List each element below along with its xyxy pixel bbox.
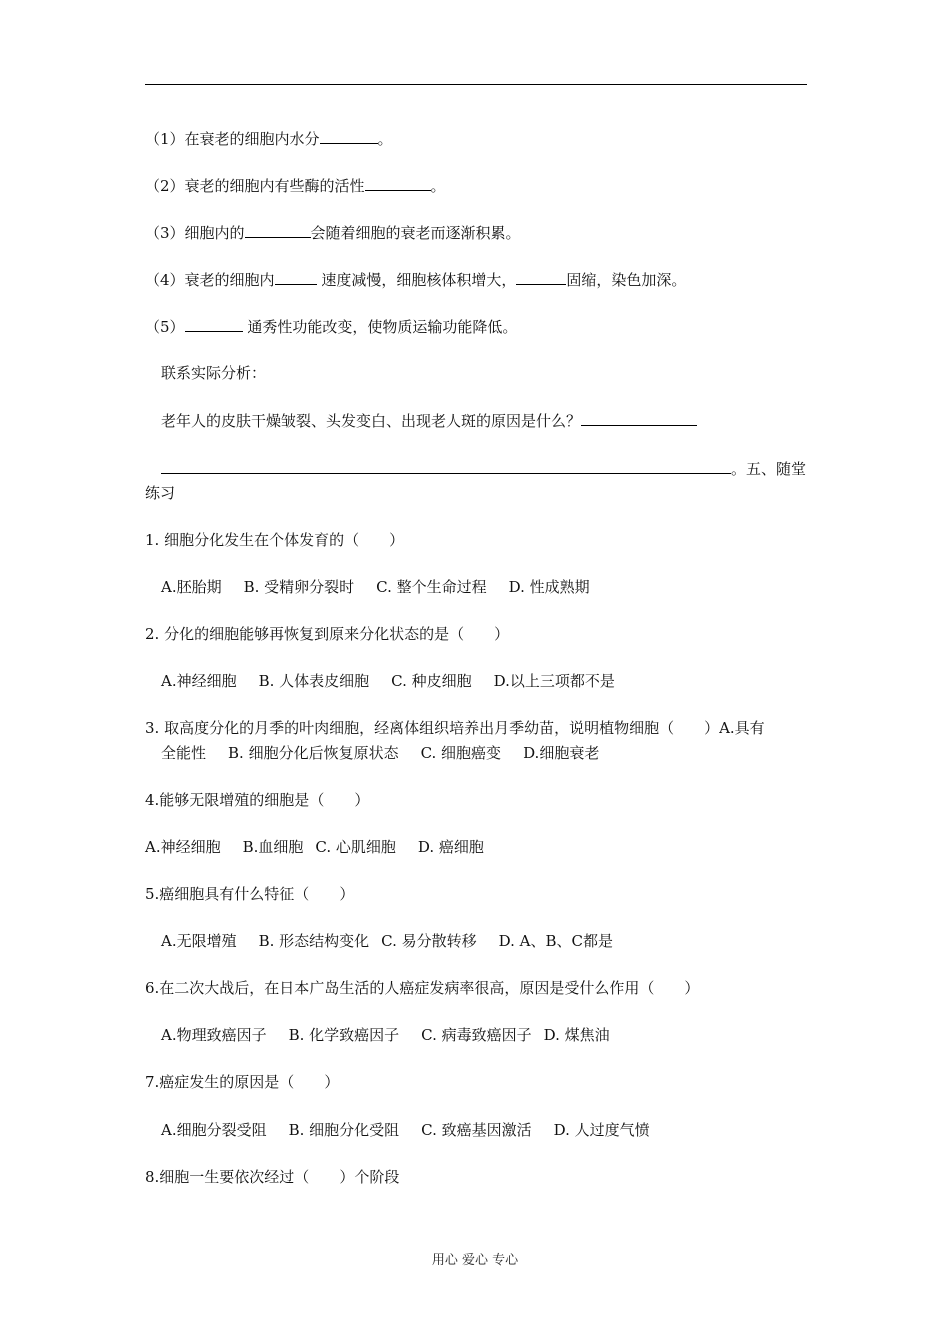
option[interactable]: B. 形态结构变化 [258, 932, 370, 950]
fill-text: （5） [145, 318, 185, 336]
fill-question-2 [145, 175, 446, 196]
question-options [161, 931, 613, 951]
answer-blank[interactable] [161, 458, 731, 474]
option[interactable]: B.血细胞 [242, 838, 304, 856]
answer-blank[interactable] [245, 222, 311, 238]
question-stem: 6.在二次大战后，在日本广岛生活的人癌症发病率很高，原因是受什么作用（ ） [145, 979, 700, 997]
option[interactable]: D. 癌细胞 [417, 838, 484, 856]
option[interactable]: A.胚胎期 [161, 578, 222, 596]
question-stem: 8.细胞一生要依次经过（ ）个阶段 [145, 1168, 400, 1186]
option[interactable]: B. 细胞分化受阻 [288, 1121, 400, 1139]
question-stem: 3. 取高度分化的月季的叶肉细胞，经离体组织培养出月季幼苗，说明植物细胞（ ）A.具有 [145, 719, 765, 737]
option[interactable]: A.无限增殖 [161, 932, 237, 950]
fill-question-4 [145, 269, 686, 290]
fill-text: （2）衰老的细胞内有些酶的活性 [145, 177, 365, 195]
fill-text: 通秀性功能改变，使物质运输功能降低。 [242, 318, 518, 336]
question-options [145, 837, 484, 857]
answer-blank[interactable] [320, 128, 378, 144]
question-stem: 7.癌症发生的原因是（ ） [145, 1073, 340, 1091]
analysis-answer-line [161, 458, 806, 479]
answer-blank[interactable] [516, 269, 566, 285]
option[interactable]: D.以上三项都不是 [493, 672, 615, 690]
page-footer: 用心 爱心 专心 [431, 1253, 519, 1268]
analysis-question-text: 老年人的皮肤干燥皱裂、头发变白、出现老人斑的原因是什么？ [161, 412, 582, 430]
option[interactable]: C. 致癌基因激活 [421, 1121, 532, 1139]
fill-text: 速度减慢，细胞核体积增大， [316, 271, 517, 289]
fill-question-3 [145, 222, 521, 243]
option[interactable]: C. 心肌细胞 [315, 838, 396, 856]
fill-text: （1）在衰老的细胞内水分 [145, 130, 320, 148]
fill-text: 会随着细胞的衰老而逐渐积累。 [310, 224, 521, 242]
option[interactable]: A.神经细胞 [161, 672, 237, 690]
fill-question-1 [145, 128, 393, 149]
option[interactable]: C. 整个生命过程 [376, 578, 487, 596]
option[interactable]: D. A、B、C都是 [498, 932, 614, 950]
option[interactable]: B. 化学致癌因子 [288, 1026, 400, 1044]
question-options [161, 743, 599, 763]
option[interactable]: C. 种皮细胞 [391, 672, 472, 690]
fill-text: 。 [377, 130, 393, 148]
option[interactable]: B. 受精卵分裂时 [243, 578, 355, 596]
answer-blank[interactable] [185, 316, 243, 332]
answer-blank[interactable] [581, 410, 697, 426]
option[interactable]: C. 细胞癌变 [420, 744, 502, 762]
question-stem: 2. 分化的细胞能够再恢复到原来分化状态的是（ ） [145, 625, 510, 643]
question-options [161, 1120, 650, 1140]
question-stem: 5.癌细胞具有什么特征（ ） [145, 885, 355, 903]
fill-text: （3）细胞内的 [145, 224, 245, 242]
option[interactable]: D.细胞衰老 [523, 744, 600, 762]
option[interactable]: A.神经细胞 [145, 838, 221, 856]
section-heading-start: 。五、随堂 [731, 460, 807, 478]
answer-blank[interactable] [365, 175, 431, 191]
question-stem: 4.能够无限增殖的细胞是（ ） [145, 791, 370, 809]
question-options [161, 1025, 610, 1045]
section-heading-end: 练习 [145, 484, 176, 502]
analysis-question [161, 410, 697, 431]
answer-blank[interactable] [275, 269, 317, 285]
option[interactable]: C. 易分散转移 [381, 932, 477, 950]
option[interactable]: D. 煤焦油 [543, 1026, 610, 1044]
option[interactable]: B. 人体表皮细胞 [258, 672, 370, 690]
header-rule [145, 84, 807, 85]
option[interactable]: B. 细胞分化后恢复原状态 [228, 744, 399, 762]
option[interactable]: D. 人过度气愤 [553, 1121, 650, 1139]
fill-question-5 [145, 316, 517, 337]
option[interactable]: A.物理致癌因子 [161, 1026, 267, 1044]
option[interactable]: C. 病毒致癌因子 [421, 1026, 532, 1044]
option[interactable]: 全能性 [161, 744, 207, 762]
analysis-heading: 联系实际分析： [161, 364, 267, 382]
option[interactable]: D. 性成熟期 [508, 578, 590, 596]
fill-text: 。 [430, 177, 446, 195]
fill-text: （4）衰老的细胞内 [145, 271, 275, 289]
fill-text: 固缩，染色加深。 [566, 271, 687, 289]
question-stem: 1. 细胞分化发生在个体发育的（ ） [145, 531, 405, 549]
option[interactable]: A.细胞分裂受阻 [161, 1121, 267, 1139]
question-options [161, 671, 615, 691]
question-options [161, 577, 590, 597]
